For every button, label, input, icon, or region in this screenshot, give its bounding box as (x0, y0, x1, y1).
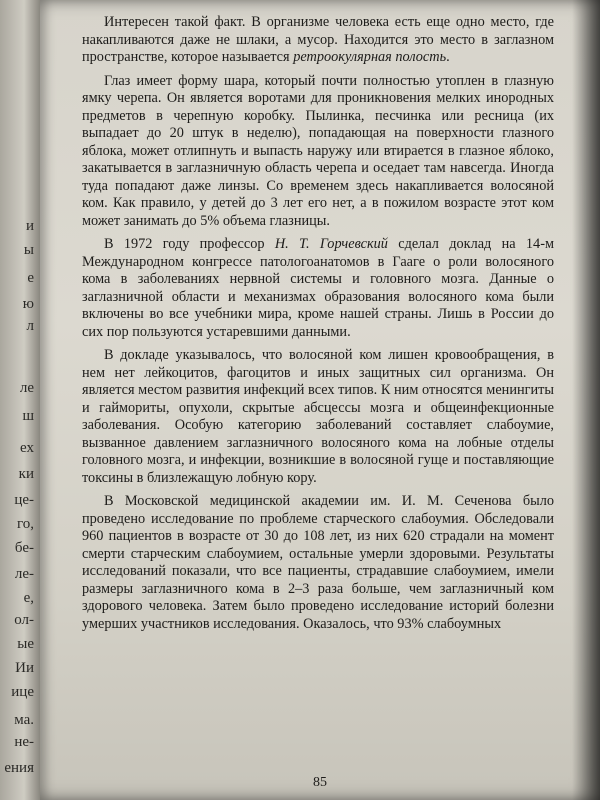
left-page-fragment: е (27, 270, 34, 286)
left-page-fragment: ш (22, 408, 34, 424)
left-page-fragment: ю (22, 296, 34, 312)
italic-name: Н. Т. Горчевский (274, 236, 388, 252)
left-page-fragment: ле (19, 380, 34, 396)
book-page (40, 0, 600, 800)
left-page-fragment: е, (23, 590, 34, 606)
left-page-fragment: ма. (14, 712, 34, 728)
left-page-fragment: ол- (14, 612, 34, 628)
left-page-fragment: це- (14, 492, 34, 508)
left-page-fragment: ения (4, 760, 34, 776)
left-page-edge (0, 0, 40, 800)
left-page-fragment: ех (20, 440, 34, 456)
paragraph-3: В 1972 году профессор Н. Т. Горчевский сделал доклад на 14-м Международном конгрессе патологоанатомов в Гааге о роли волосяного кома в заболеваниях нервной системы и головного мозга. Данные о заглазничной области и механизмах образования волосяного кома были включены во все учебники мира, кроме нашей страны. Лишь в России до сих пор пользуются устаревшими данными. (82, 236, 554, 340)
left-page-fragment: не- (14, 734, 34, 750)
left-page-fragment: ки (18, 466, 34, 482)
left-page-fragment: бе- (14, 540, 34, 556)
page-number: 85 (313, 775, 327, 790)
paragraph-2: Глаз имеет форму шара, который почти полностью утоплен в глазную ямку черепа. Он является воротами для проникновения мелких инородных предметов в черепную коробку. Пылинка, песчинка или ресница (их выпадает до 20 штук в неделю), попадающая на поверхности глазного яблока, может отлипнуть и выпасть наружу или втирается в глазное яблоко, закатывается в заглазничную область черепа и оседает там навсегда. Иногда туда попадают даже линзы. Со временем здесь накапливается волосяной ком. Как правило, у детей до 3 лет его нет, а в пожилом возрасте этот ком может занимать до 5% объема глазницы. (82, 72, 554, 229)
left-page-fragment: и (25, 218, 34, 234)
italic-term: ретроокулярная полость (293, 49, 447, 65)
left-page-fragment: ице (11, 684, 34, 700)
left-page-fragment: ы (23, 242, 34, 258)
spine-shadow (572, 0, 600, 800)
paragraph-1: Интересен такой факт. В организме человека есть еще одно место, где накапливаются даже не шлаки, а мусор. Находится это место в заглазном пространстве, которое называется ретроокулярная полость. (82, 14, 554, 65)
left-page-fragment: го, (16, 516, 34, 532)
left-page-fragment: Ии (15, 660, 34, 676)
left-page-fragment: ле- (14, 566, 34, 582)
left-page-fragment: ые (17, 636, 34, 652)
paragraph-5: В Московской медицинской академии им. И. М. Сеченова было проведено исследование по проблеме старческого слабоумия. Обследовали 960 пациентов в возрасте от 30 до 108 лет, из них 620 страдали на момент смерти старческим слабоумием, остальные умерли здоровыми. Результаты исследований показали, что все пациенты, страдавшие слабоумием, имели размеры заглазничного кома в 2–3 раза больше, чем заглазничный ком здорового человека. Затем было проведено исследование историй болезни умерших участников исследования. Оказалось, что 93% слабоумных (82, 493, 554, 632)
left-page-fragment: л (26, 318, 34, 334)
page-text (82, 14, 554, 633)
paragraph-4: В докладе указывалось, что волосяной ком лишен кровообращения, в нем нет лейкоцитов, фагоцитов и иных защитных сил организма. Он является местом развития инфекций всех типов. К ним относятся менингиты и гаймориты, опухоли, скрытые абсцессы мозга и общеинфекционные заболевания. Особую категорию заболеваний составляет слабоумие, вызванное давлением заглазничного волосяного кома на лобные отделы головного мозга, и инфекции, возникшие в волосяной гуще и поставляющие токсины в близлежащую лобную кору. (82, 347, 554, 486)
